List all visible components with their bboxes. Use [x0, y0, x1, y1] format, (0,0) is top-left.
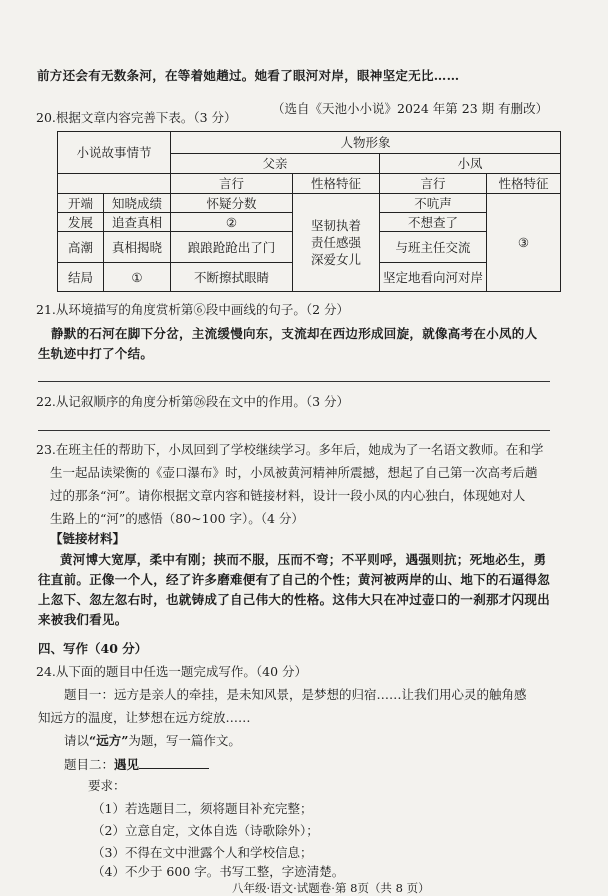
header-characters: 人物形象	[171, 132, 561, 154]
answer-line[interactable]	[38, 381, 550, 382]
row-father-words: 踉踉跄跄出了门	[171, 232, 293, 263]
requirement-item: （4）不少于 600 字。书写工整，字迹清楚。	[92, 864, 345, 879]
topic-2	[64, 754, 608, 774]
question-21-quote: 静默的石河在脚下分岔，主流缓慢向东，支流却在西边形成回旋，就像高考在小凤的人	[51, 326, 538, 341]
row-stage: 开端	[58, 194, 104, 213]
topic-2-blank[interactable]	[139, 754, 209, 769]
requirement-item: （2）立意自定，文体自选（诗歌除外）；	[92, 823, 319, 838]
father-trait-line: 深爱女儿	[311, 252, 362, 267]
topic-1-keyword: “远方”	[89, 733, 129, 748]
question-20-prompt: 20.根据文章内容完善下表。（3 分）	[36, 110, 237, 125]
row-stage: 结局	[58, 263, 104, 292]
page-footer: 八年级·语文·试题卷·第 8页（共 8 页）	[232, 880, 430, 895]
topic-1-text: 题目一：远方是亲人的牵挂，是未知风景，是梦想的归宿……让我们用心灵的触角感	[64, 687, 527, 702]
link-material-text: 黄河博大宽厚，柔中有刚；挟而不服，压而不弯；不平则呼，遇强则抗；死地必生，勇	[60, 552, 547, 567]
header-xiaofeng: 小凤	[380, 154, 561, 174]
row-plot: 追查真相	[104, 213, 171, 232]
row-plot: ①	[104, 263, 171, 292]
row-father-words: ②	[171, 213, 293, 232]
row-stage: 高潮	[58, 232, 104, 263]
header-father: 父亲	[171, 154, 380, 174]
requirements-title: 要求：	[88, 778, 126, 793]
header-plot: 小说故事情节	[58, 132, 171, 174]
plot-character-table	[57, 131, 561, 292]
row-xiaofeng-words: 坚定地看向河对岸	[380, 263, 487, 292]
story-last-line: 前方还会有无数条河，在等着她趟过。她看了眼河对岸，眼神坚定无比……	[37, 68, 460, 83]
row-plot: 知晓成绩	[104, 194, 171, 213]
row-xiaofeng-words: 不吭声	[380, 194, 487, 213]
topic-2-label: 题目二：	[64, 757, 115, 772]
row-xiaofeng-words: 与班主任交流	[380, 232, 487, 263]
row-father-words: 不断擦拭眼睛	[171, 263, 293, 292]
source-citation: （选自《天池小小说》2024 年第 23 期 有删改）	[272, 100, 549, 116]
topic-2-word: 遇见	[114, 757, 140, 772]
question-23-text: 生路上的“河”的感悟（80~100 字）。（4 分）	[50, 511, 304, 526]
question-23-text: 生一起品读梁衡的《壶口瀑布》时，小凤被黄河精神所震撼，想起了自己第一次高考后趟	[50, 465, 538, 480]
header-father-trait: 性格特征	[293, 174, 380, 194]
topic-1-instruction-a: 请以	[64, 733, 90, 748]
row-xiaofeng-words: 不想查了	[380, 213, 487, 232]
section-writing-title: 四、写作（40 分）	[38, 641, 148, 656]
header-xiaofeng-trait: 性格特征	[487, 174, 561, 194]
father-trait-line: 责任感强	[311, 235, 362, 250]
question-21-prompt: 21.从环境描写的角度赏析第⑥段中画线的句子。（2 分）	[36, 302, 350, 317]
xiaofeng-trait-blank: ③	[487, 194, 561, 292]
row-father-words: 怀疑分数	[171, 194, 293, 213]
link-material-text: 往直前。正像一个人，经了许多磨难便有了自己的个性；黄河被两岸的山、地下的石逼得忽	[38, 572, 551, 587]
question-22-prompt: 22.从记叙顺序的角度分析第㉖段在文中的作用。（3 分）	[36, 394, 350, 409]
link-material-text: 上忽下、忽左忽右时，也就铸成了自己伟大的性格。这伟大只在冲过壶口的一刹那才闪现出	[38, 592, 551, 607]
question-23-text: 23.在班主任的帮助下，小凤回到了学校继续学习。多年后，她成为了一名语文教师。在和学	[36, 442, 544, 457]
row-plot: 真相揭晓	[104, 232, 171, 263]
question-24-prompt: 24.从下面的题目中任选一题完成写作。（40 分）	[36, 664, 308, 679]
requirement-item: （1）若选题目二，须将题目补充完整；	[92, 801, 313, 816]
row-stage: 发展	[58, 213, 104, 232]
link-material-text: 来被我们看见。	[38, 612, 128, 627]
question-23-text: 过的那条“河”。请你根据文章内容和链接材料，设计一段小凤的内心独白，体现她对人	[50, 488, 526, 503]
topic-1-text: 知远方的温度，让梦想在远方绽放……	[38, 710, 251, 725]
header-xiaofeng-words: 言行	[380, 174, 487, 194]
link-material-title: 【链接材料】	[50, 531, 126, 546]
father-trait-cell	[293, 194, 380, 292]
header-father-words: 言行	[171, 174, 293, 194]
question-21-quote-cont: 生轨迹中打了个结。	[38, 346, 154, 361]
father-trait-line: 坚韧执着	[311, 218, 362, 233]
topic-1-instruction-b: 为题，写一篇作文。	[128, 733, 241, 748]
requirement-item: （3）不得在文中泄露个人和学校信息；	[92, 845, 313, 860]
answer-line[interactable]	[38, 430, 550, 431]
topic-1-instruction	[64, 731, 608, 750]
